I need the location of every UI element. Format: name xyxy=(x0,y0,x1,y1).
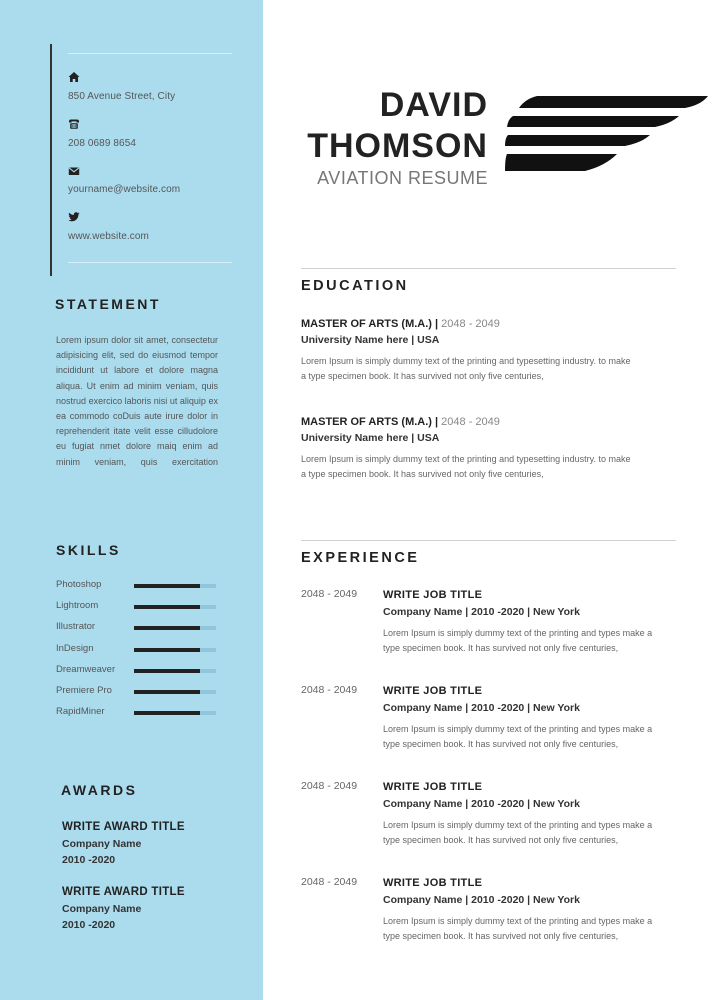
sidebar xyxy=(0,0,263,1000)
contact-phone: 208 0689 8654 xyxy=(68,138,137,149)
skill-level-bar xyxy=(134,605,216,609)
job-company: Company Name | 2010 -2020 | New York xyxy=(383,798,580,810)
skill-row xyxy=(56,664,218,676)
job-title: WRITE JOB TITLE xyxy=(383,589,483,601)
award-years: 2010 -2020 xyxy=(62,854,116,866)
contact-bottom-divider xyxy=(68,262,232,263)
experience-heading: EXPERIENCE xyxy=(301,550,420,566)
home-icon xyxy=(68,71,80,83)
education-description-line: a type specimen book. It has survived not only five centuries, xyxy=(301,469,544,479)
job-years: 2048 - 2049 xyxy=(301,780,358,792)
degree-years: 2048 - 2049 xyxy=(441,416,500,428)
skill-level-bar xyxy=(134,690,216,694)
award-company: Company Name xyxy=(62,903,142,915)
job-years: 2048 - 2049 xyxy=(301,588,358,600)
job-company: Company Name | 2010 -2020 | New York xyxy=(383,702,580,714)
contact-address: 850 Avenue Street, City xyxy=(68,91,176,102)
email-icon xyxy=(68,165,80,177)
award-years: 2010 -2020 xyxy=(62,919,116,931)
education-school: University Name here | USA xyxy=(301,334,440,346)
education-divider xyxy=(301,268,676,269)
education-degree xyxy=(301,416,500,428)
skill-level-fill xyxy=(134,690,200,694)
contact-top-divider xyxy=(68,53,232,54)
skill-name: Photoshop xyxy=(56,579,102,590)
first-name: DAVID xyxy=(379,86,488,124)
skill-level-bar xyxy=(134,584,216,588)
degree-name: MASTER OF ARTS (M.A.) | xyxy=(301,416,442,428)
skill-row xyxy=(56,621,218,633)
skill-row xyxy=(56,600,218,612)
skill-level-fill xyxy=(134,669,200,673)
degree-years: 2048 - 2049 xyxy=(441,318,500,330)
job-description-line: Lorem Ipsum is simply dummy text of the printing and types make a xyxy=(383,628,653,638)
education-school: University Name here | USA xyxy=(301,432,440,444)
statement-heading: STATEMENT xyxy=(55,296,161,312)
job-title: WRITE JOB TITLE xyxy=(383,781,483,793)
skill-level-bar xyxy=(134,626,216,630)
job-description-line: Lorem Ipsum is simply dummy text of the printing and types make a xyxy=(383,820,653,830)
skill-name: Illustrator xyxy=(56,621,96,633)
education-degree xyxy=(301,318,500,330)
contact-website: www.website.com xyxy=(68,231,149,242)
statement-text: Lorem ipsum dolor sit amet, consectetur adipisicing elit, sed do eiusmod tempor incididunt ut labore et dolore magna aliqua. Ut enim ad minim veniam, quis nostrud exercico laboris nisi ut aliquip ex ea commodo coDuis aute irure dolor in reprehenderit itate velit esse cilludolore eu fugiat nmet dolore maiq enim ad minim veniam, quis exercitation xyxy=(56,335,218,467)
job-description-line: type specimen book. It has survived not only five centuries, xyxy=(383,643,619,653)
education-description-line: Lorem Ipsum is simply dummy text of the printing and typesetting industry. to make xyxy=(301,454,631,464)
contact-email: yourname@website.com xyxy=(68,184,181,195)
skill-name: InDesign xyxy=(56,642,94,654)
job-description-line: type specimen book. It has survived not only five centuries, xyxy=(383,739,619,749)
job-company: Company Name | 2010 -2020 | New York xyxy=(383,894,580,906)
job-title: WRITE JOB TITLE xyxy=(383,877,483,889)
phone-icon xyxy=(68,118,80,130)
education-description-line: a type specimen book. It has survived not only five centuries, xyxy=(301,371,544,381)
awards-heading: AWARDS xyxy=(61,782,138,798)
contact-vertical-rule xyxy=(50,44,52,276)
skill-row xyxy=(56,685,218,697)
award-title: WRITE AWARD TITLE xyxy=(62,886,185,898)
job-years: 2048 - 2049 xyxy=(301,684,358,696)
job-description-line: Lorem Ipsum is simply dummy text of the printing and types make a xyxy=(383,724,653,734)
degree-name: MASTER OF ARTS (M.A.) | xyxy=(301,318,442,330)
skill-level-bar xyxy=(134,711,216,715)
education-description-line: Lorem Ipsum is simply dummy text of the printing and typesetting industry. to make xyxy=(301,356,631,366)
skill-level-bar xyxy=(134,669,216,673)
education-heading: EDUCATION xyxy=(301,278,409,294)
skill-name: RapidMiner xyxy=(56,706,105,718)
skill-name: Lightroom xyxy=(56,600,99,612)
job-description-line: type specimen book. It has survived not only five centuries, xyxy=(383,931,619,941)
twitter-icon xyxy=(68,211,80,223)
skill-level-fill xyxy=(134,711,200,715)
skill-level-fill xyxy=(134,605,200,609)
job-description-line: type specimen book. It has survived not only five centuries, xyxy=(383,835,619,845)
job-description-line: Lorem Ipsum is simply dummy text of the printing and types make a xyxy=(383,916,653,926)
skill-level-bar xyxy=(134,648,216,652)
job-years: 2048 - 2049 xyxy=(301,876,358,888)
skill-level-fill xyxy=(134,584,200,588)
wing-icon xyxy=(505,96,709,172)
skill-name: Premiere Pro xyxy=(56,685,112,696)
skill-row xyxy=(56,643,218,655)
skill-name: Dreamweaver xyxy=(56,663,116,675)
skill-row xyxy=(56,579,218,591)
skill-level-fill xyxy=(134,626,200,630)
award-company: Company Name xyxy=(62,838,142,850)
award-title: WRITE AWARD TITLE xyxy=(62,821,185,833)
skill-level-fill xyxy=(134,648,200,652)
skill-row xyxy=(56,706,218,718)
skills-heading: SKILLS xyxy=(56,542,121,558)
experience-divider xyxy=(301,540,676,541)
resume-subtitle: AVIATION RESUME xyxy=(317,168,488,188)
last-name: THOMSON xyxy=(307,127,488,165)
job-title: WRITE JOB TITLE xyxy=(383,685,483,697)
job-company: Company Name | 2010 -2020 | New York xyxy=(383,606,580,618)
